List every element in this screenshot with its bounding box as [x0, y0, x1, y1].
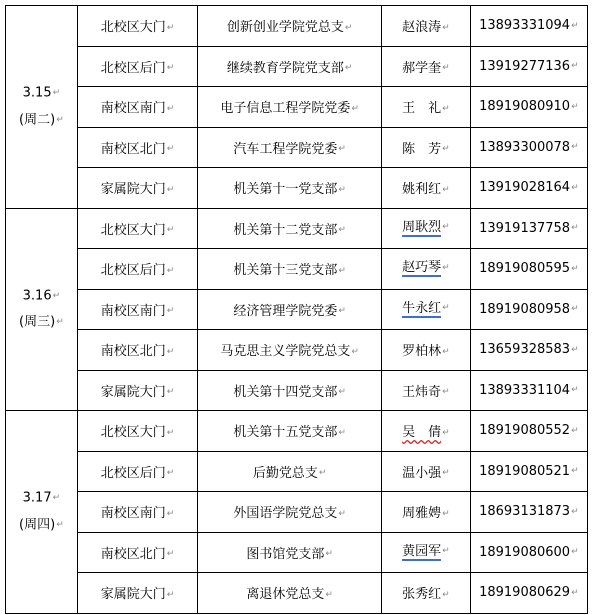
unit-text: 离退休党总支 [246, 587, 325, 603]
name-cell [382, 46, 471, 87]
unit-cell [198, 411, 382, 452]
paragraph-mark: ↵ [571, 547, 579, 558]
unit-cell [198, 249, 382, 290]
unit-cell [198, 289, 382, 330]
paragraph-mark: ↵ [166, 508, 175, 519]
table-row [6, 532, 588, 573]
paragraph-mark: ↵ [338, 306, 346, 317]
gate-cell [77, 532, 197, 573]
table-row [6, 249, 588, 290]
paragraph-mark: ↵ [442, 346, 450, 357]
paragraph-mark: ↵ [338, 184, 346, 195]
paragraph-mark: ↵ [344, 63, 353, 74]
schedule-body [6, 6, 588, 614]
gate-text: 南校区北门 [100, 141, 166, 157]
gate-text: 家属院大门 [100, 587, 166, 603]
paragraph-mark: ↵ [571, 344, 579, 355]
gate-text: 家属院大门 [100, 384, 166, 400]
paragraph-mark: ↵ [442, 589, 450, 600]
paragraph-mark: ↵ [166, 63, 175, 74]
phone-cell [470, 411, 587, 452]
unit-text: 图书馆党支部 [246, 546, 325, 562]
unit-text: 机关第十二党支部 [233, 222, 338, 238]
unit-cell [198, 330, 382, 371]
paragraph-mark: ↵ [56, 114, 64, 125]
name-cell [382, 127, 471, 168]
gate-cell [77, 573, 197, 614]
paragraph-mark: ↵ [166, 225, 175, 236]
name-text: 张秀红 [402, 587, 442, 603]
phone-cell [470, 208, 587, 249]
paragraph-mark: ↵ [52, 493, 61, 504]
unit-text: 经济管理学院党委 [233, 303, 338, 319]
name-text: 姚利红 [402, 182, 442, 198]
unit-text: 汽车工程学院党委 [233, 141, 338, 157]
name-cell [382, 492, 471, 533]
paragraph-mark: ↵ [325, 589, 333, 600]
paragraph-mark: ↵ [442, 303, 450, 314]
gate-cell [77, 127, 197, 168]
unit-text: 后勤党总支 [252, 465, 318, 481]
date-text: 3.16 [22, 288, 52, 304]
unit-text: 机关第十三党支部 [233, 263, 338, 279]
paragraph-mark: ↵ [166, 184, 175, 195]
gate-cell [77, 370, 197, 411]
table-row [6, 573, 588, 614]
unit-cell [198, 168, 382, 209]
duty-schedule-table [5, 5, 588, 614]
paragraph-mark: ↵ [442, 184, 450, 195]
phone-cell [470, 168, 587, 209]
phone-text: 13659328583 [479, 342, 571, 358]
name-cell [382, 249, 471, 290]
unit-text: 电子信息工程学院党委 [220, 101, 351, 117]
unit-text: 机关第十四党支部 [233, 384, 338, 400]
paragraph-mark: ↵ [166, 22, 175, 33]
date-cell [6, 411, 78, 614]
gate-text: 南校区北门 [100, 344, 166, 360]
unit-cell [198, 127, 382, 168]
name-text: 温小强 [402, 465, 442, 481]
paragraph-mark: ↵ [442, 222, 450, 233]
table-row [6, 6, 588, 47]
phone-cell [470, 46, 587, 87]
unit-text: 外国语学院党总支 [233, 506, 338, 522]
phone-cell [470, 249, 587, 290]
unit-cell [198, 46, 382, 87]
weekday-text: (周四) [19, 517, 56, 533]
unit-cell [198, 573, 382, 614]
gate-cell [77, 87, 197, 128]
paragraph-mark: ↵ [442, 468, 450, 479]
paragraph-mark: ↵ [571, 587, 579, 598]
date-cell [6, 6, 78, 209]
phone-cell [470, 451, 587, 492]
paragraph-mark: ↵ [571, 263, 579, 274]
paragraph-mark: ↵ [338, 427, 346, 438]
unit-text: 继续教育学院党支部 [226, 60, 344, 76]
phone-cell [470, 492, 587, 533]
gate-text: 南校区南门 [100, 303, 166, 319]
gate-cell [77, 249, 197, 290]
phone-text: 18693131873 [479, 504, 571, 520]
paragraph-mark: ↵ [338, 144, 346, 155]
phone-text: 13893331094 [479, 18, 571, 34]
name-text: 黄园军 [402, 543, 442, 559]
unit-text: 马克思主义学院党总支 [220, 344, 351, 360]
paragraph-mark: ↵ [442, 546, 450, 557]
gate-cell [77, 168, 197, 209]
paragraph-mark: ↵ [571, 101, 579, 112]
unit-text: 创新创业学院党总支 [226, 20, 344, 36]
paragraph-mark: ↵ [338, 225, 346, 236]
name-text: 吴 倩 [402, 425, 442, 441]
paragraph-mark: ↵ [442, 387, 450, 398]
phone-text: 18919080910 [479, 99, 571, 115]
paragraph-mark: ↵ [166, 468, 175, 479]
name-text: 赵浪涛 [402, 20, 442, 36]
table-row [6, 411, 588, 452]
paragraph-mark: ↵ [571, 466, 579, 477]
unit-cell [198, 532, 382, 573]
paragraph-mark: ↵ [325, 549, 333, 560]
paragraph-mark: ↵ [571, 223, 579, 234]
date-text: 3.17 [22, 490, 52, 506]
name-text: 陈 芳 [402, 141, 442, 157]
gate-cell [77, 330, 197, 371]
paragraph-mark: ↵ [571, 20, 579, 31]
paragraph-mark: ↵ [166, 144, 175, 155]
unit-text: 机关第十五党支部 [233, 425, 338, 441]
paragraph-mark: ↵ [166, 103, 175, 114]
phone-text: 13919137758 [479, 220, 571, 236]
phone-cell [470, 370, 587, 411]
gate-text: 北校区大门 [100, 425, 166, 441]
name-cell [382, 573, 471, 614]
gate-text: 南校区北门 [100, 546, 166, 562]
unit-text: 机关第十一党支部 [233, 182, 338, 198]
name-cell [382, 289, 471, 330]
gate-text: 北校区后门 [100, 263, 166, 279]
date-text: 3.15 [22, 85, 52, 101]
phone-cell [470, 532, 587, 573]
paragraph-mark: ↵ [442, 262, 450, 273]
paragraph-mark: ↵ [442, 63, 450, 74]
paragraph-mark: ↵ [52, 88, 61, 99]
gate-cell [77, 451, 197, 492]
name-cell [382, 532, 471, 573]
paragraph-mark: ↵ [166, 427, 175, 438]
paragraph-mark: ↵ [351, 346, 359, 357]
phone-text: 18919080600 [479, 544, 571, 560]
paragraph-mark: ↵ [338, 508, 346, 519]
phone-text: 13893300078 [479, 139, 571, 155]
name-text: 牛永红 [402, 300, 442, 316]
paragraph-mark: ↵ [318, 468, 327, 479]
paragraph-mark: ↵ [571, 304, 579, 315]
phone-cell [470, 6, 587, 47]
name-text: 王炜奇 [402, 384, 442, 400]
name-cell [382, 451, 471, 492]
gate-text: 北校区后门 [100, 465, 166, 481]
table-row [6, 87, 588, 128]
paragraph-mark: ↵ [571, 61, 579, 72]
paragraph-mark: ↵ [442, 22, 450, 33]
unit-cell [198, 208, 382, 249]
table-row [6, 127, 588, 168]
paragraph-mark: ↵ [52, 290, 61, 301]
gate-cell [77, 46, 197, 87]
unit-cell [198, 87, 382, 128]
gate-cell [77, 289, 197, 330]
paragraph-mark: ↵ [442, 427, 450, 438]
table-row [6, 492, 588, 533]
phone-text: 13919028164 [479, 180, 571, 196]
phone-cell [470, 330, 587, 371]
phone-cell [470, 127, 587, 168]
name-text: 郝学奎 [402, 60, 442, 76]
weekday-text: (周二) [19, 112, 56, 128]
paragraph-mark: ↵ [166, 265, 175, 276]
gate-text: 南校区南门 [100, 506, 166, 522]
name-text: 周耿烈 [402, 219, 442, 235]
name-text: 赵巧琴 [402, 260, 442, 276]
paragraph-mark: ↵ [351, 103, 359, 114]
gate-cell [77, 6, 197, 47]
name-text: 罗柏林 [402, 344, 442, 360]
gate-cell [77, 492, 197, 533]
paragraph-mark: ↵ [166, 346, 175, 357]
paragraph-mark: ↵ [56, 519, 64, 530]
phone-text: 18919080521 [479, 463, 571, 479]
paragraph-mark: ↵ [56, 317, 64, 328]
table-row [6, 289, 588, 330]
table-row [6, 451, 588, 492]
paragraph-mark: ↵ [338, 265, 346, 276]
table-row [6, 370, 588, 411]
unit-cell [198, 370, 382, 411]
name-cell [382, 6, 471, 47]
table-row [6, 168, 588, 209]
unit-cell [198, 451, 382, 492]
unit-cell [198, 6, 382, 47]
name-cell [382, 168, 471, 209]
gate-text: 北校区大门 [100, 222, 166, 238]
phone-cell [470, 573, 587, 614]
gate-cell [77, 208, 197, 249]
phone-text: 18919080958 [479, 301, 571, 317]
paragraph-mark: ↵ [166, 549, 175, 560]
paragraph-mark: ↵ [571, 385, 579, 396]
paragraph-mark: ↵ [442, 508, 450, 519]
gate-text: 北校区后门 [100, 60, 166, 76]
phone-cell [470, 87, 587, 128]
phone-text: 18919080595 [479, 261, 571, 277]
gate-text: 家属院大门 [100, 182, 166, 198]
name-text: 周雅娉 [402, 506, 442, 522]
phone-text: 18919080552 [479, 423, 571, 439]
gate-cell [77, 411, 197, 452]
paragraph-mark: ↵ [166, 387, 175, 398]
phone-text: 18919080629 [479, 585, 571, 601]
table-row [6, 208, 588, 249]
name-cell [382, 87, 471, 128]
paragraph-mark: ↵ [442, 144, 450, 155]
paragraph-mark: ↵ [571, 425, 579, 436]
paragraph-mark: ↵ [571, 182, 579, 193]
table-row [6, 330, 588, 371]
name-cell [382, 330, 471, 371]
name-cell [382, 411, 471, 452]
name-cell [382, 208, 471, 249]
table-row [6, 46, 588, 87]
phone-text: 13919277136 [479, 58, 571, 74]
phone-cell [470, 289, 587, 330]
unit-cell [198, 492, 382, 533]
date-cell [6, 208, 78, 411]
paragraph-mark: ↵ [571, 142, 579, 153]
weekday-text: (周三) [19, 314, 56, 330]
paragraph-mark: ↵ [166, 306, 175, 317]
paragraph-mark: ↵ [166, 589, 175, 600]
paragraph-mark: ↵ [442, 103, 450, 114]
gate-text: 北校区大门 [100, 20, 166, 36]
gate-text: 南校区南门 [100, 101, 166, 117]
paragraph-mark: ↵ [571, 506, 579, 517]
phone-text: 13893331104 [479, 382, 571, 398]
paragraph-mark: ↵ [344, 22, 353, 33]
name-cell [382, 370, 471, 411]
paragraph-mark: ↵ [338, 387, 346, 398]
name-text: 王 礼 [402, 101, 442, 117]
